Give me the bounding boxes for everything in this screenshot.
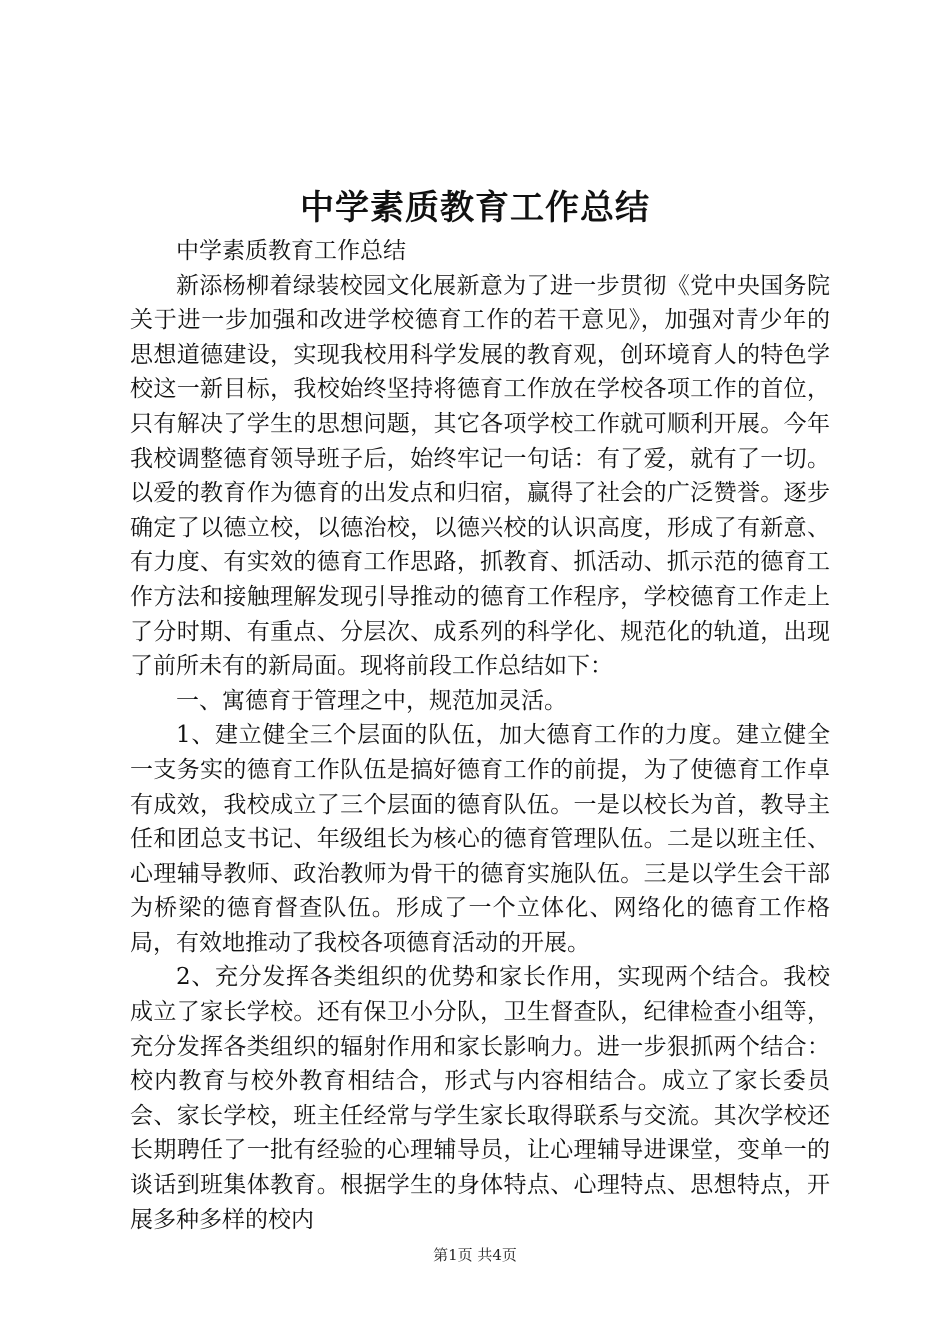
section-1-item-2: 2、充分发挥各类组织的优势和家长作用，实现两个结合。我校成立了家长学校。还有保卫小分队，卫生督查队，纪律检查小组等，充分发挥各类组织的辐射作用和家长影响力。进一步狠抓两个结合：校内教育与校外教育相结合，形式与内容相结合。成立了家长委员会、家长学校，班主任经常与学生家长取得联系与交流。其次学校还长期聘任了一批有经验的心理辅导员，让心理辅导进课堂，变单一的谈话到班集体教育。根据学生的身体特点、心理特点、思想特点，开展多种多样的校内 [130, 964, 830, 1233]
subtitle-paragraph: 中学素质教育工作总结 [176, 238, 406, 264]
document-title: 中学素质教育工作总结 [300, 188, 650, 228]
document-body [130, 234, 830, 1237]
section-1-item-1: 1、建立健全三个层面的队伍，加大德育工作的力度。建立健全一支务实的德育工作队伍是搞好德育工作的前提，为了使德育工作卓有成效，我校成立了三个层面的德育队伍。一是以校长为首，教导主任和团总支书记、年级组长为核心的德育管理队伍。二是以班主任、心理辅导教师、政治教师为骨干的德育实施队伍。三是以学生会干部为桥梁的德育督查队伍。形成了一个立体化、网络化的德育工作格局，有效地推动了我校各项德育活动的开展。 [130, 722, 830, 956]
section-heading-1: 一、寓德育于管理之中，规范加灵活。 [176, 687, 567, 714]
page-number-footer: 第1页 共4页 [433, 1246, 517, 1264]
intro-paragraph: 新添杨柳着绿装校园文化展新意为了进一步贯彻《党中央国务院关于进一步加强和改进学校德育工作的若干意见》，加强对青少年的思想道德建设，实现我校用科学发展的教育观，创环境育人的特色学校这一新目标，我校始终坚持将德育工作放在学校各项工作的首位，只有解决了学生的思想问题，其它各项学校工作就可顺利开展。今年我校调整德育领导班子后，始终牢记一句话：有了爱，就有了一切。以爱的教育作为德育的出发点和归宿，赢得了社会的广泛赞誉。逐步确定了以德立校，以德治校，以德兴校的认识高度，形成了有新意、有力度、有实效的德育工作思路，抓教育、抓活动、抓示范的德育工作方法和接触理解发现引导推动的德育工作程序，学校德育工作走上了分时期、有重点、分层次、成系列的科学化、规范化的轨道，出现了前所未有的新局面。现将前段工作总结如下： [130, 272, 830, 680]
